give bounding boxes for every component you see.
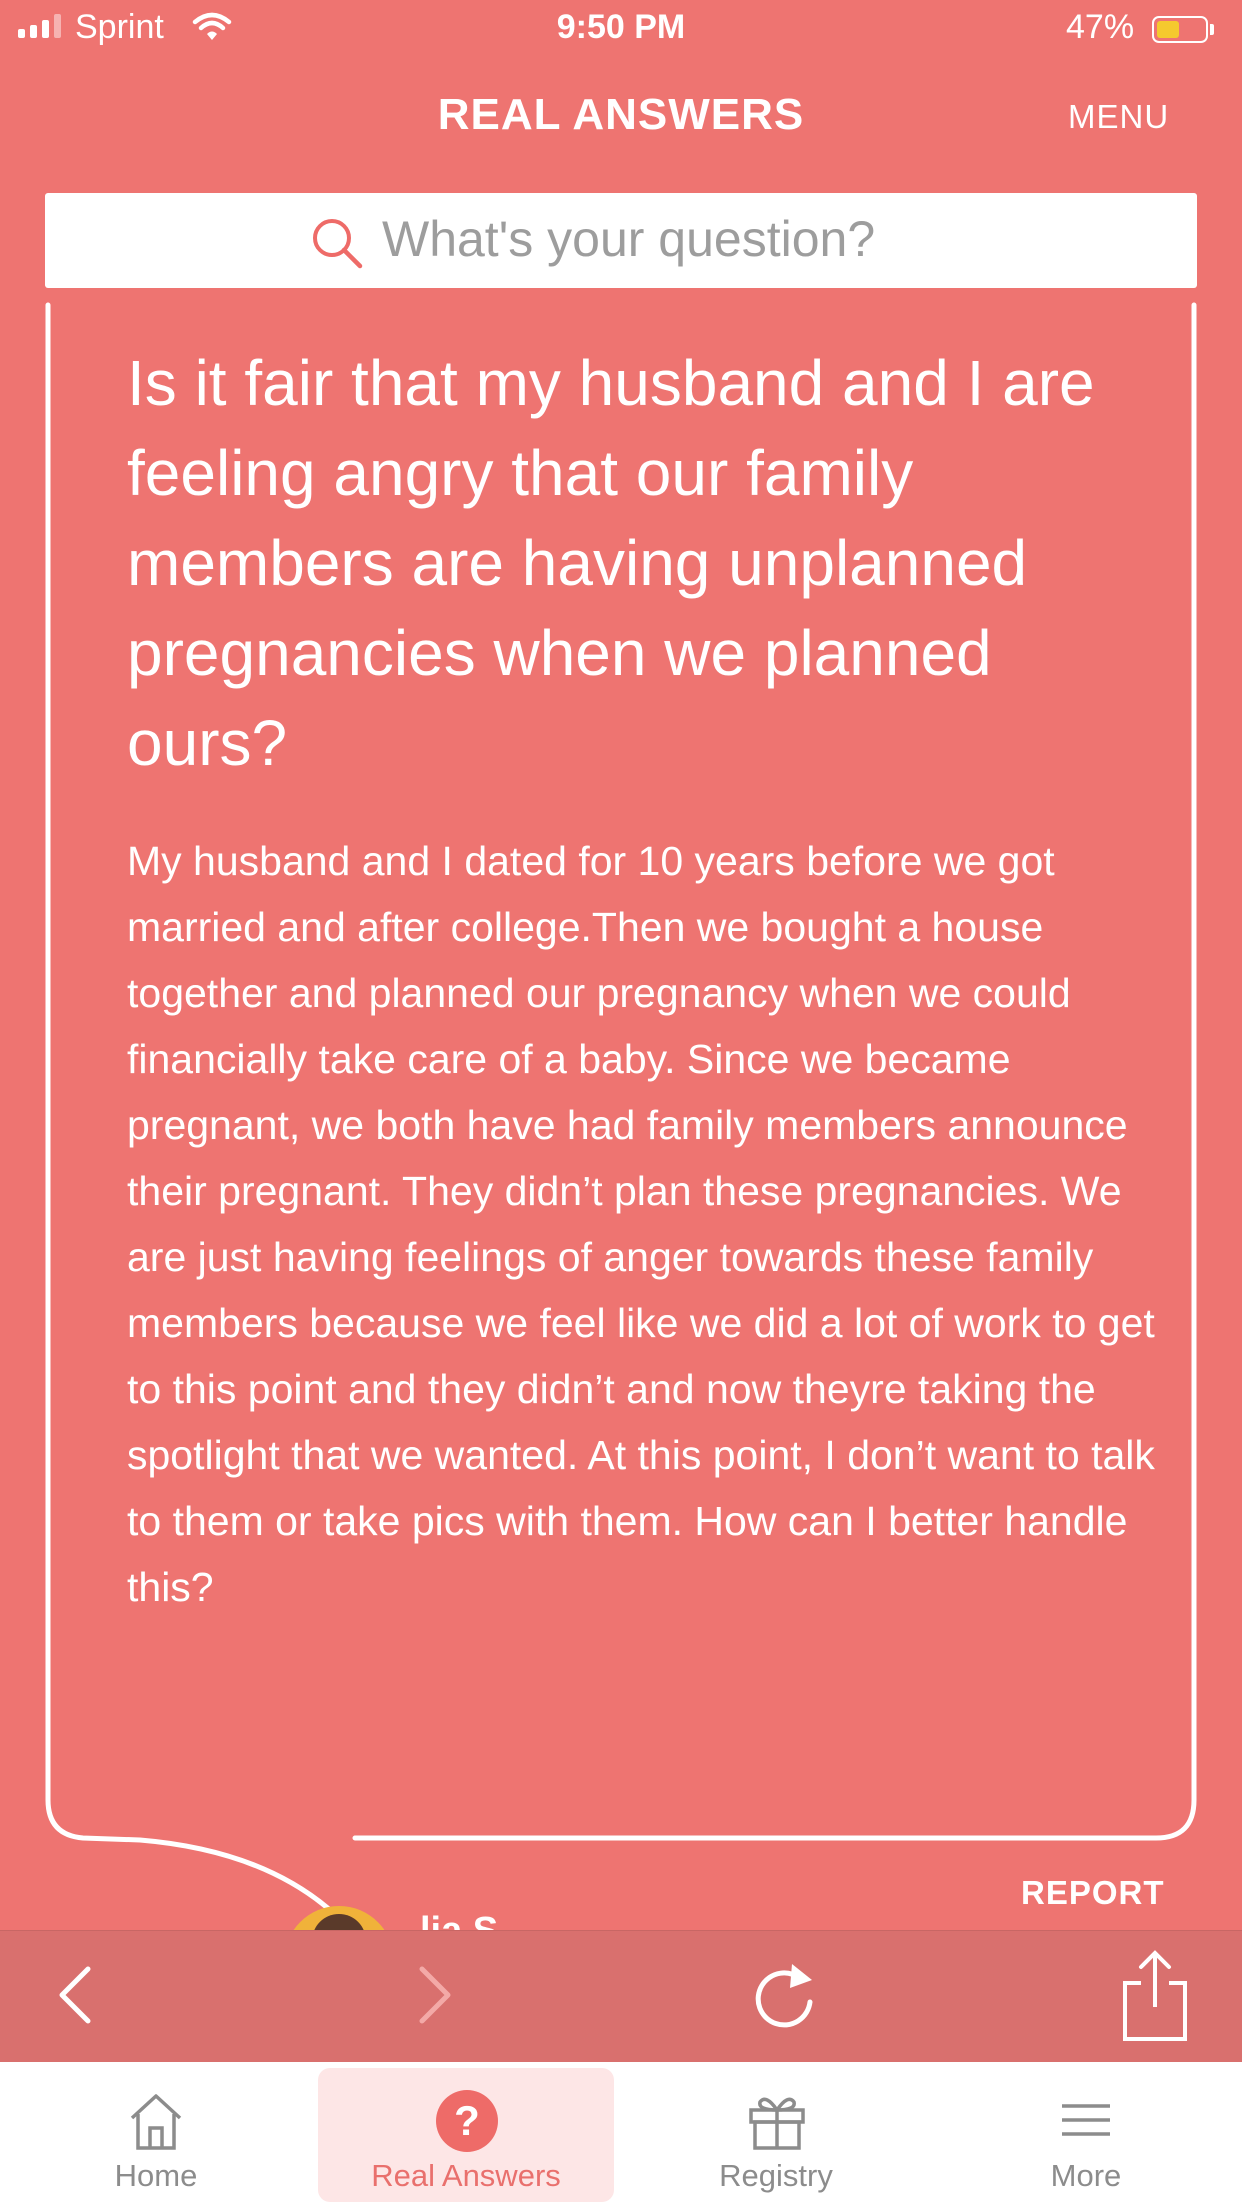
tab-registry[interactable] xyxy=(628,2068,924,2202)
tab-label: Registry xyxy=(719,2158,833,2193)
battery-percentage: 47% xyxy=(1066,8,1135,46)
page-title: REAL ANSWERS xyxy=(437,90,805,139)
status-time: 9:50 PM xyxy=(556,8,686,46)
browser-toolbar xyxy=(0,1930,1242,2063)
question-title: Is it fair that my husband and I are feeling angry that our family members are having unplanned pregnancies when we planned ours? xyxy=(127,347,1095,779)
share-icon[interactable] xyxy=(1115,1945,1195,2045)
menu-icon xyxy=(1056,2090,1116,2152)
tab-label: Real Answers xyxy=(371,2158,561,2193)
carrier-name: Sprint xyxy=(75,8,164,46)
tab-more[interactable] xyxy=(938,2068,1234,2202)
chevron-left-icon[interactable] xyxy=(40,1955,120,2035)
chevron-right-icon[interactable] xyxy=(390,1955,470,2035)
tab-home[interactable] xyxy=(8,2068,304,2202)
gift-icon xyxy=(746,2090,808,2152)
tab-label: More xyxy=(1050,2158,1122,2193)
home-icon xyxy=(126,2090,186,2152)
report-button[interactable]: REPORT xyxy=(1021,1874,1165,1911)
tab-real-answers[interactable] xyxy=(318,2068,614,2202)
tab-label: Home xyxy=(114,2158,198,2193)
question-icon: ? xyxy=(436,2090,498,2152)
question-body: My husband and I dated for 10 years before we got married and after college.Then we bought a house together and planned our pregnancy when we could financially take care of a baby. Since we became pregnant, we both have had family members announce their pregnant. They didn’t plan these pregnancies. We are just having feelings of anger towards these family members because we feel like we did a lot of work to get to this point and they didn’t and now theyre taking the spotlight that we wanted. At this point, I don’t want to talk to them or take pics with them. How can I better handle this? xyxy=(127,838,1155,1610)
reload-icon[interactable] xyxy=(740,1950,830,2040)
menu-button[interactable]: MENU xyxy=(1068,98,1170,135)
